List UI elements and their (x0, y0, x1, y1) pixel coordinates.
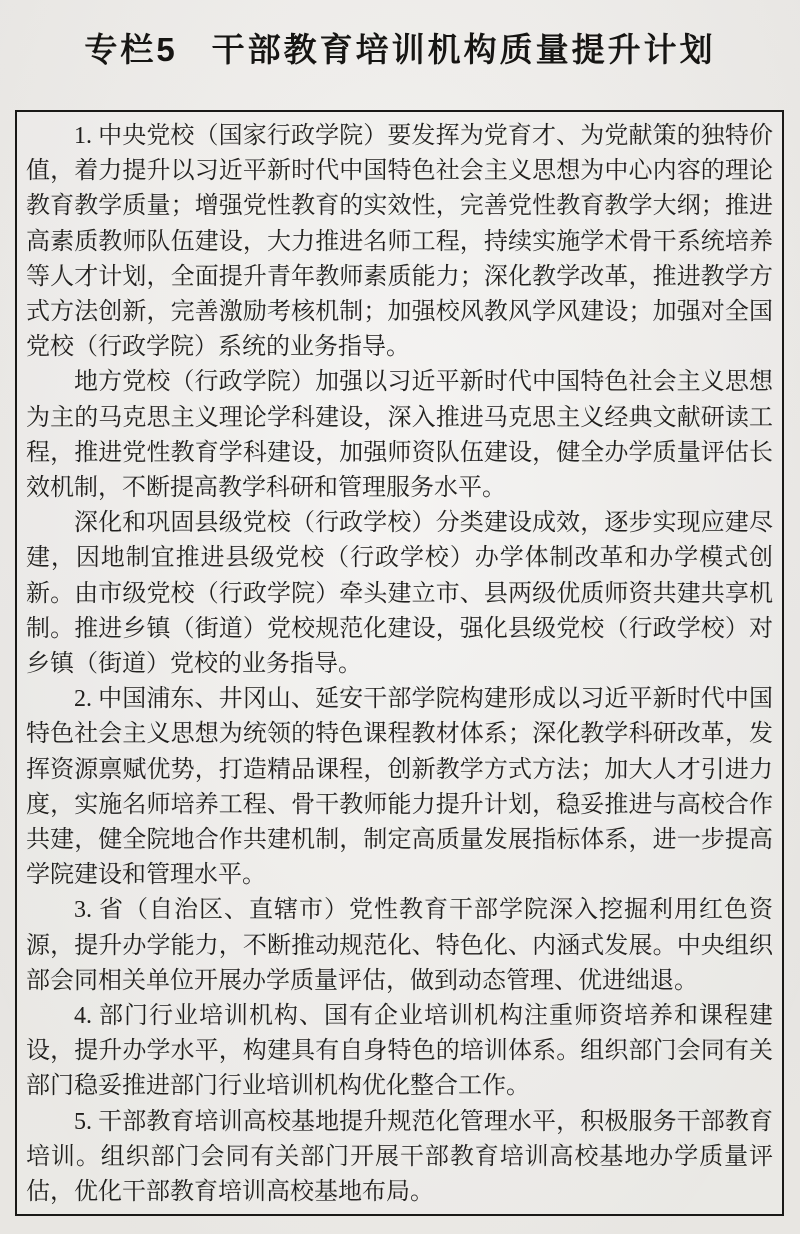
paragraph-7: 5. 干部教育培训高校基地提升规范化管理水平，积极服务干部教育培训。组织部门会同有关部门开展干部教育培训高校基地办学质量评估，优化干部教育培训高校基地布局。 (26, 1108, 773, 1206)
page-title (0, 24, 800, 71)
content-box (15, 110, 784, 1216)
paragraph-4: 2. 中国浦东、井冈山、延安干部学院构建形成以习近平新时代中国特色社会主义思想为统领的特色课程教材体系；深化教学科研改革，发挥资源禀赋优势，打造精品课程，创新教学方式方法；加大人才引进力度，实施名师培养工程、骨干教师能力提升计划，稳妥推进与高校合作共建，健全院地合作共建机制，制定高质量发展指标体系，进一步提高学院建设和管理水平。 (26, 686, 773, 889)
paragraph-3: 深化和巩固县级党校（行政学校）分类建设成效，逐步实现应建尽建，因地制宜推进县级党校（行政学校）办学体制改革和办学模式创新。由市级党校（行政学院）牵头建立市、县两级优质师资共建共享机制。推进乡镇（街道）党校规范化建设，强化县级党校（行政学校）对乡镇（街道）党校的业务指导。 (26, 510, 773, 678)
page-title-text: 干部教育培训机构质量提升计划 (211, 31, 716, 68)
paragraph-5: 3. 省（自治区、直辖市）党性教育干部学院深入挖掘利用红色资源，提升办学能力，不断推动规范化、特色化、内涵式发展。中央组织部会同相关单位开展办学质量评估，做到动态管理、优进绌退。 (26, 897, 773, 994)
paragraph-1: 1. 中央党校（国家行政学院）要发挥为党育才、为党献策的独特价值，着力提升以习近平新时代中国特色社会主义思想为中心内容的理论教育教学质量；增强党性教育的实效性，完善党性教育教学大纲；推进高素质教师队伍建设，大力推进名师工程，持续实施学术骨干系统培养等人才计划，全面提升青年教师素质能力；深化教学改革，推进教学方式方法创新，完善激励考核机制；加强校风教风学风建设；加强对全国党校（行政学院）系统的业务指导。 (26, 123, 773, 361)
paragraph-2: 地方党校（行政学院）加强以习近平新时代中国特色社会主义思想为主的马克思主义理论学科建设，深入推进马克思主义经典文献研读工程，推进党性教育学科建设，加强师资队伍建设，健全办学质量评估长效机制，不断提高教学科研和管理服务水平。 (26, 369, 773, 502)
page-title-label: 专栏5 (84, 31, 178, 68)
paragraph-6: 4. 部门行业培训机构、国有企业培训机构注重师资培养和课程建设，提升办学水平，构建具有自身特色的培训体系。组织部门会同有关部门稳妥推进部门行业培训机构优化整合工作。 (26, 1003, 773, 1100)
